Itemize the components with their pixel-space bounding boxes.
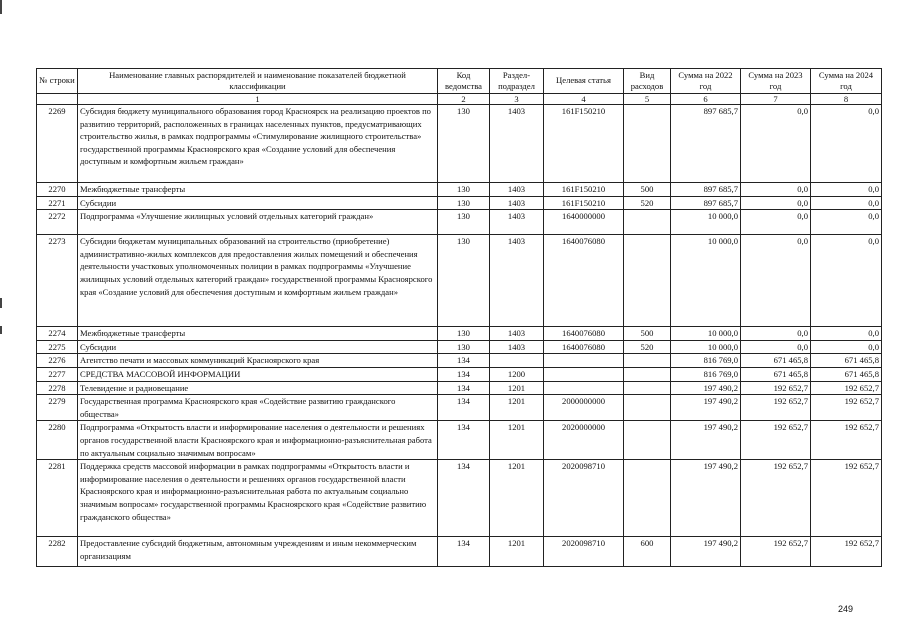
table-row — [37, 421, 882, 460]
target-article — [544, 381, 624, 395]
section-code: 1403 — [490, 105, 544, 183]
row-number: 2271 — [37, 196, 78, 210]
sum-2024: 0,0 — [811, 183, 882, 197]
target-article: 161F150210 — [544, 196, 624, 210]
scan-edge-mark — [0, 326, 2, 334]
expense-type — [624, 367, 671, 381]
sum-2022: 197 490,2 — [671, 460, 741, 537]
sum-2023: 192 652,7 — [741, 537, 811, 567]
dept-code: 130 — [438, 196, 490, 210]
table-body — [37, 105, 882, 567]
expense-type: 500 — [624, 183, 671, 197]
target-article: 2020000000 — [544, 421, 624, 460]
row-name: СРЕДСТВА МАССОВОЙ ИНФОРМАЦИИ — [78, 367, 438, 381]
dept-code: 134 — [438, 354, 490, 368]
dept-code: 130 — [438, 210, 490, 235]
expense-type — [624, 421, 671, 460]
column-number — [37, 94, 78, 105]
section-code: 1201 — [490, 421, 544, 460]
section-code: 1403 — [490, 183, 544, 197]
sum-2024: 671 465,8 — [811, 354, 882, 368]
row-number: 2272 — [37, 210, 78, 235]
expense-type — [624, 105, 671, 183]
row-name: Предоставление субсидий бюджетным, автономным учреждениям и иным некоммерческим организациям — [78, 537, 438, 567]
row-name: Государственная программа Красноярского края «Содействие развитию гражданского общества» — [78, 395, 438, 421]
expense-type — [624, 395, 671, 421]
scan-edge-mark — [0, 0, 2, 14]
sum-2023: 192 652,7 — [741, 421, 811, 460]
sum-2023: 0,0 — [741, 340, 811, 354]
section-code: 1403 — [490, 196, 544, 210]
header-target-article: Целевая статья — [544, 69, 624, 94]
section-code: 1403 — [490, 210, 544, 235]
expense-type — [624, 210, 671, 235]
sum-2022: 197 490,2 — [671, 537, 741, 567]
column-number: 2 — [438, 94, 490, 105]
section-code: 1200 — [490, 367, 544, 381]
section-code: 1201 — [490, 381, 544, 395]
section-code — [490, 354, 544, 368]
row-number: 2282 — [37, 537, 78, 567]
row-name: Поддержка средств массовой информации в рамках подпрограммы «Открытость власти и информирование населения о деятельности и решениях органов государственной власти Красноярского края и информационно-разъяснительная работа по актуальным социально значимым вопросам» государственной программы Красноярского края «Содействие развитию гражданского общества» — [78, 460, 438, 537]
column-number: 6 — [671, 94, 741, 105]
row-name: Субсидии бюджетам муниципальных образований на строительство (приобретение) административно-жилых комплексов для предоставления жилых помещений и обеспечения деятельности участковых уполномоченных полиции в рамках подпрограммы «Улучшение жилищных условий отдельных категорий граждан» государственной программы Красноярского края «Создание условий для обеспечения доступным и комфортным жильем граждан» — [78, 235, 438, 327]
sum-2022: 897 685,7 — [671, 183, 741, 197]
target-article — [544, 354, 624, 368]
row-name: Межбюджетные трансферты — [78, 327, 438, 341]
target-article — [544, 367, 624, 381]
expense-type: 500 — [624, 327, 671, 341]
sum-2024: 0,0 — [811, 105, 882, 183]
header-name: Наименование главных распорядителей и наименование показателей бюджетной классификации — [78, 69, 438, 94]
header-sum-2022: Сумма на 2022 год — [671, 69, 741, 94]
header-row-no: № строки — [37, 69, 78, 94]
budget-table — [36, 68, 882, 567]
column-number: 5 — [624, 94, 671, 105]
table-row — [37, 196, 882, 210]
sum-2024: 0,0 — [811, 340, 882, 354]
column-number: 4 — [544, 94, 624, 105]
dept-code: 130 — [438, 183, 490, 197]
row-name: Межбюджетные трансферты — [78, 183, 438, 197]
expense-type: 520 — [624, 196, 671, 210]
sum-2022: 197 490,2 — [671, 381, 741, 395]
table-row — [37, 354, 882, 368]
sum-2022: 10 000,0 — [671, 340, 741, 354]
dept-code: 134 — [438, 395, 490, 421]
dept-code: 130 — [438, 340, 490, 354]
column-number: 1 — [78, 94, 438, 105]
scan-edge-mark — [0, 298, 2, 308]
row-number: 2280 — [37, 421, 78, 460]
sum-2022: 897 685,7 — [671, 105, 741, 183]
sum-2023: 192 652,7 — [741, 395, 811, 421]
column-number: 8 — [811, 94, 882, 105]
sum-2024: 0,0 — [811, 327, 882, 341]
dept-code: 134 — [438, 381, 490, 395]
target-article: 2000000000 — [544, 395, 624, 421]
row-name: Субсидия бюджету муниципального образования город Красноярск на реализацию проектов по развитию территорий, расположенных в границах населенных пунктов, предусматривающих строительство жилья, в рамках подпрограммы «Стимулирование жилищного строительства» государственной программы Красноярского края «Создание условий для обеспечения доступным и комфортным жильем граждан» — [78, 105, 438, 183]
expense-type — [624, 235, 671, 327]
row-number: 2273 — [37, 235, 78, 327]
section-code: 1201 — [490, 395, 544, 421]
sum-2024: 192 652,7 — [811, 421, 882, 460]
table-row — [37, 235, 882, 327]
header-sum-2024: Сумма на 2024 год — [811, 69, 882, 94]
sum-2023: 192 652,7 — [741, 460, 811, 537]
sum-2022: 10 000,0 — [671, 327, 741, 341]
sum-2024: 0,0 — [811, 235, 882, 327]
dept-code: 134 — [438, 367, 490, 381]
row-number: 2279 — [37, 395, 78, 421]
sum-2023: 0,0 — [741, 235, 811, 327]
sum-2024: 671 465,8 — [811, 367, 882, 381]
sum-2022: 10 000,0 — [671, 210, 741, 235]
target-article: 1640076080 — [544, 340, 624, 354]
row-name: Агентство печати и массовых коммуникаций Красноярского края — [78, 354, 438, 368]
sum-2022: 10 000,0 — [671, 235, 741, 327]
table-row — [37, 210, 882, 235]
table-row — [37, 537, 882, 567]
sum-2023: 0,0 — [741, 183, 811, 197]
target-article: 161F150210 — [544, 105, 624, 183]
header-expense-type: Вид расходов — [624, 69, 671, 94]
sum-2022: 197 490,2 — [671, 421, 741, 460]
sum-2022: 897 685,7 — [671, 196, 741, 210]
section-code: 1403 — [490, 327, 544, 341]
sum-2024: 192 652,7 — [811, 537, 882, 567]
dept-code: 134 — [438, 537, 490, 567]
dept-code: 134 — [438, 421, 490, 460]
row-number: 2274 — [37, 327, 78, 341]
page-number: 249 — [838, 604, 854, 614]
section-code: 1403 — [490, 235, 544, 327]
sum-2023: 0,0 — [741, 210, 811, 235]
dept-code: 134 — [438, 460, 490, 537]
row-number: 2278 — [37, 381, 78, 395]
sum-2023: 0,0 — [741, 196, 811, 210]
table-header — [37, 69, 882, 105]
table-row — [37, 381, 882, 395]
table-row — [37, 183, 882, 197]
sum-2024: 0,0 — [811, 210, 882, 235]
dept-code: 130 — [438, 235, 490, 327]
table-row — [37, 340, 882, 354]
row-name: Субсидии — [78, 196, 438, 210]
table-row — [37, 105, 882, 183]
column-number: 3 — [490, 94, 544, 105]
row-number: 2276 — [37, 354, 78, 368]
sum-2022: 816 769,0 — [671, 367, 741, 381]
row-name: Подпрограмма «Открытость власти и информирование населения о деятельности и решениях органов государственной власти Красноярского края и информационно-разъяснительная работа по актуальным социально значимым вопросам» — [78, 421, 438, 460]
header-sum-2023: Сумма на 2023 год — [741, 69, 811, 94]
row-number: 2270 — [37, 183, 78, 197]
row-name: Телевидение и радиовещание — [78, 381, 438, 395]
row-number: 2269 — [37, 105, 78, 183]
table-row — [37, 460, 882, 537]
target-article: 2020098710 — [544, 537, 624, 567]
expense-type — [624, 354, 671, 368]
expense-type — [624, 381, 671, 395]
sum-2023: 192 652,7 — [741, 381, 811, 395]
header-section: Раздел-подраздел — [490, 69, 544, 94]
section-code: 1201 — [490, 537, 544, 567]
sum-2024: 192 652,7 — [811, 460, 882, 537]
section-code: 1403 — [490, 340, 544, 354]
target-article: 1640000000 — [544, 210, 624, 235]
sum-2023: 671 465,8 — [741, 367, 811, 381]
target-article: 1640076080 — [544, 235, 624, 327]
sum-2022: 816 769,0 — [671, 354, 741, 368]
header-dept-code: Код ведомства — [438, 69, 490, 94]
table-row — [37, 367, 882, 381]
sum-2024: 192 652,7 — [811, 381, 882, 395]
row-name: Субсидии — [78, 340, 438, 354]
target-article: 2020098710 — [544, 460, 624, 537]
dept-code: 130 — [438, 105, 490, 183]
row-number: 2277 — [37, 367, 78, 381]
expense-type: 520 — [624, 340, 671, 354]
target-article: 161F150210 — [544, 183, 624, 197]
column-number-row — [37, 94, 882, 105]
column-number: 7 — [741, 94, 811, 105]
sum-2023: 0,0 — [741, 105, 811, 183]
row-number: 2275 — [37, 340, 78, 354]
sum-2024: 192 652,7 — [811, 395, 882, 421]
row-number: 2281 — [37, 460, 78, 537]
table-row — [37, 395, 882, 421]
sum-2023: 671 465,8 — [741, 354, 811, 368]
sum-2024: 0,0 — [811, 196, 882, 210]
section-code: 1201 — [490, 460, 544, 537]
target-article: 1640076080 — [544, 327, 624, 341]
expense-type: 600 — [624, 537, 671, 567]
row-name: Подпрограмма «Улучшение жилищных условий отдельных категорий граждан» — [78, 210, 438, 235]
table-row — [37, 327, 882, 341]
sum-2023: 0,0 — [741, 327, 811, 341]
expense-type — [624, 460, 671, 537]
sum-2022: 197 490,2 — [671, 395, 741, 421]
dept-code: 130 — [438, 327, 490, 341]
